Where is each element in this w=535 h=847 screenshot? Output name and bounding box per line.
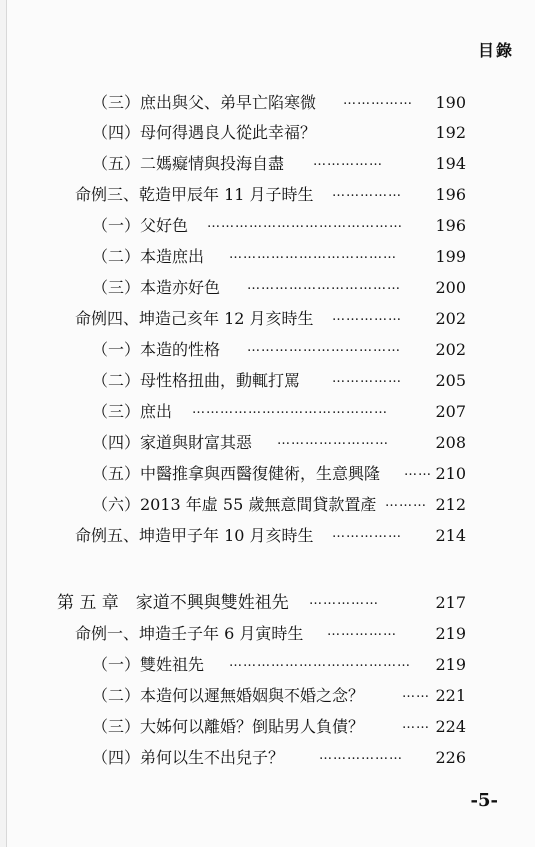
toc-entry-page: 212	[435, 495, 466, 514]
toc-entry-leader: ……………	[327, 624, 397, 639]
toc-entry-page: 217	[435, 593, 466, 612]
toc-entry-leader: ……………	[332, 371, 402, 386]
toc-entry	[7, 89, 535, 117]
toc-chapter-entry	[7, 589, 535, 617]
toc-entry-title: （五）二媽癡情與投海自盡	[92, 154, 285, 173]
toc-entry-page: 226	[435, 748, 466, 767]
toc-entry-leader: ………	[385, 495, 427, 510]
toc-entry-title: （五）中醫推拿與西醫復健術，生意興隆	[92, 464, 381, 483]
toc-entry-leader: ……………	[332, 526, 402, 541]
toc-entry-leader: ……	[402, 717, 430, 732]
toc-entry	[7, 491, 535, 519]
toc-entry	[7, 651, 535, 679]
toc-entry-leader: ……………………	[277, 433, 389, 448]
toc-entry-title: （三）大姊何以離婚？倒貼男人負債？	[92, 717, 365, 736]
toc-page	[6, 0, 535, 847]
toc-entry-leader: ……………	[343, 93, 413, 108]
toc-entry-page: 224	[435, 717, 466, 736]
toc-entry-leader: ……………………………………	[192, 402, 388, 417]
toc-entry-title: 第 五 章 家道不興與雙姓祖先	[57, 593, 289, 613]
toc-entry-title: （四）母何得遇良人從此幸福？	[92, 123, 317, 142]
toc-entry-page: 221	[435, 686, 466, 705]
page-number: -5-	[470, 790, 498, 811]
toc-entry-leader: ……………………………	[247, 278, 401, 293]
toc-entry	[7, 620, 535, 648]
toc-entry-leader: ……	[404, 464, 432, 479]
toc-entry-leader: ………………………………	[229, 247, 397, 262]
toc-entry-title: （二）母性格扭曲，動輒打罵	[92, 371, 301, 390]
toc-entry-leader: ……………………………	[247, 340, 401, 355]
toc-entry-page: 192	[435, 123, 466, 142]
toc-entry-page: 194	[435, 154, 466, 173]
toc-entry-page: 219	[435, 624, 466, 643]
toc-entry-page: 196	[435, 185, 466, 204]
toc-entry	[7, 367, 535, 395]
toc-entry-page: 199	[435, 247, 466, 266]
toc-entry	[7, 713, 535, 741]
toc-entry-title: 命例三、乾造甲辰年 11 月子時生	[75, 185, 314, 204]
toc-entry	[7, 682, 535, 710]
toc-entry-page: 210	[435, 464, 466, 483]
toc-entry-title: （六）2013 年虛 55 歲無意間貸款置產	[92, 495, 377, 514]
toc-entry-page: 200	[435, 278, 466, 297]
toc-entry-title: （一）父好色	[92, 216, 189, 235]
toc-entry-title: （三）庶出	[92, 402, 173, 421]
toc-entry-leader: ……………………………………	[207, 216, 403, 231]
toc-entry-title: 命例五、坤造甲子年 10 月亥時生	[75, 526, 314, 545]
toc-entry-leader: ……………	[332, 309, 402, 324]
toc-entry	[7, 243, 535, 271]
toc-entry-leader: ……	[402, 686, 430, 701]
toc-entry-title: （一）本造的性格	[92, 340, 221, 359]
toc-entry-page: 219	[435, 655, 466, 674]
toc-entry-title: （三）庶出與父、弟早亡陷寒微	[92, 93, 317, 112]
toc-entry-page: 202	[435, 309, 466, 328]
toc-entry	[7, 429, 535, 457]
toc-entry	[7, 274, 535, 302]
toc-entry	[7, 522, 535, 550]
toc-entry	[7, 150, 535, 178]
toc-entry-page: 190	[435, 93, 466, 112]
toc-entry-title: （二）本造何以遲無婚姻與不婚之念？	[92, 686, 365, 705]
toc-entry-page: 205	[435, 371, 466, 390]
toc-entry	[7, 460, 535, 488]
toc-entry-page: 196	[435, 216, 466, 235]
toc-entry-title: （二）本造庶出	[92, 247, 205, 266]
toc-entry-title: 命例一、坤造壬子年 6 月寅時生	[75, 624, 304, 643]
toc-entry	[7, 305, 535, 333]
toc-entry	[7, 181, 535, 209]
toc-entry	[7, 212, 535, 240]
toc-entry-title: （三）本造亦好色	[92, 278, 221, 297]
toc-entry-title: （一）雙姓祖先	[92, 655, 205, 674]
toc-entry-leader: ……………	[313, 154, 383, 169]
toc-entry-title: 命例四、坤造己亥年 12 月亥時生	[75, 309, 314, 328]
toc-entry	[7, 336, 535, 364]
toc-entry	[7, 398, 535, 426]
toc-entry-leader: ………………	[319, 748, 403, 763]
toc-entry-page: 202	[435, 340, 466, 359]
toc-entry-page: 208	[435, 433, 466, 452]
toc-entry-title: （四）弟何以生不出兒子？	[92, 748, 285, 767]
toc-entry-leader: …………………………………	[229, 655, 411, 670]
toc-entry-leader: ……………	[332, 185, 402, 200]
toc-entry	[7, 119, 535, 147]
toc-entry-page: 214	[435, 526, 466, 545]
toc-entry-page: 207	[435, 402, 466, 421]
running-head: 目錄	[477, 41, 514, 60]
toc-entry-leader: ……………	[309, 593, 379, 608]
toc-entry-title: （四）家道與財富其惡	[92, 433, 253, 452]
toc-entry	[7, 744, 535, 772]
